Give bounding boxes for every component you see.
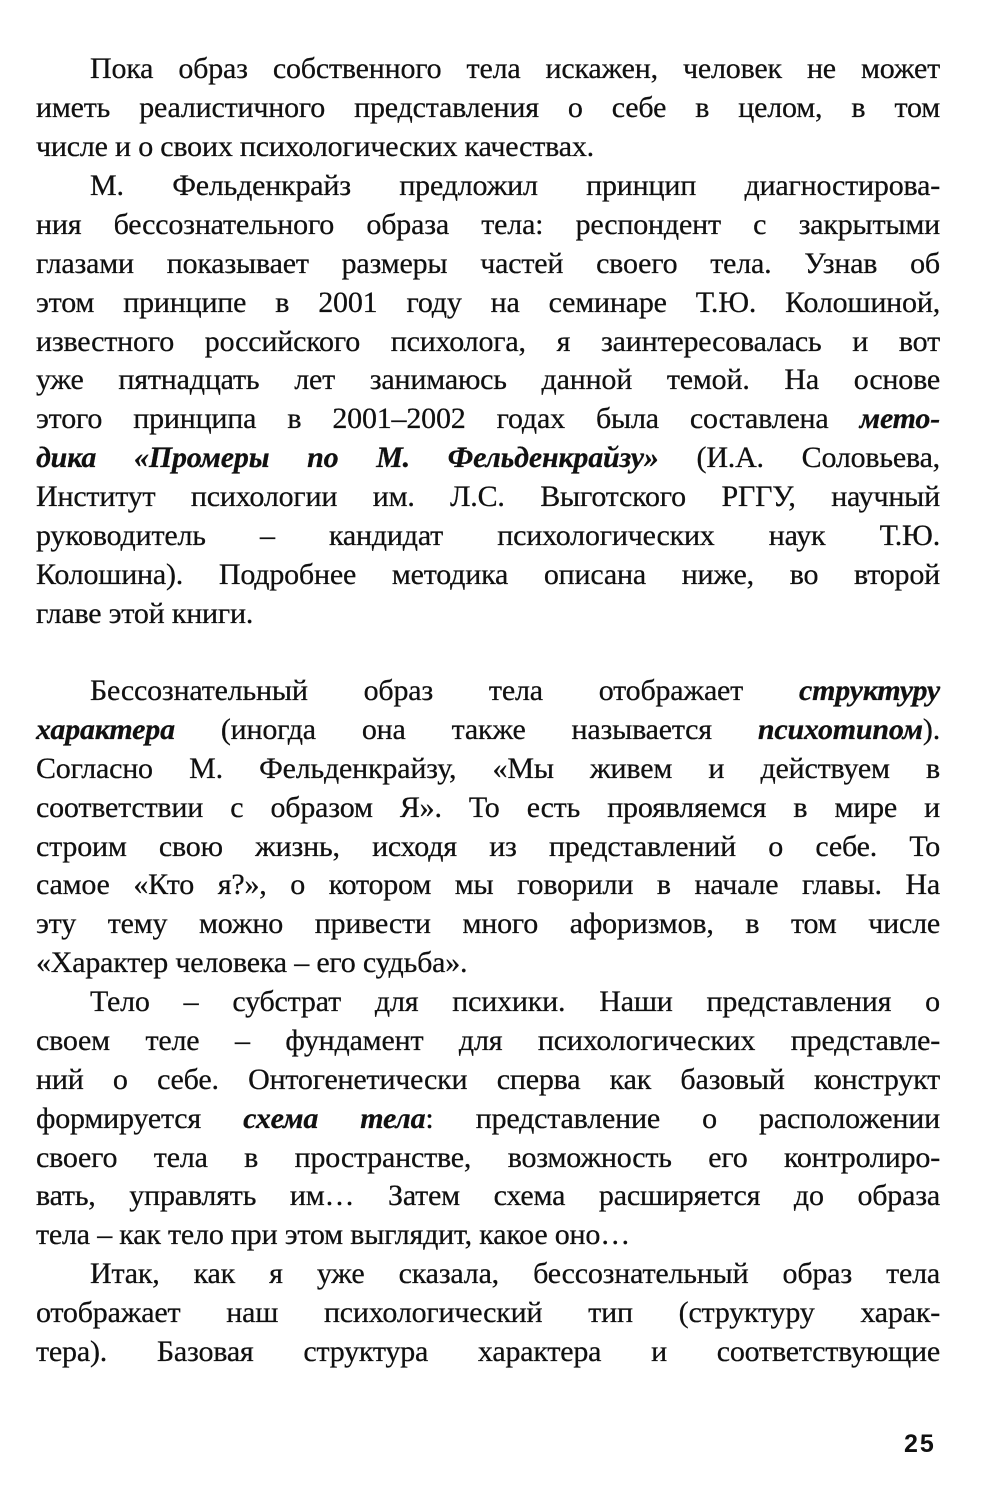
text-line: Институт психологии им. Л.С. Выготского РГГУ, научный bbox=[36, 480, 940, 514]
text-line bbox=[36, 400, 940, 439]
text-line: тела – как тело при этом выглядит, какое оно… bbox=[36, 1218, 631, 1252]
text-line: М. Фельденкрайз предложил принцип диагностирова- bbox=[90, 169, 940, 202]
text-line: глазами показывает размеры частей своего тела. Узнав об bbox=[36, 246, 940, 280]
text-line: известного российского психолога, я заинтересовалась и вот bbox=[36, 324, 940, 358]
emphasis-term: характера bbox=[36, 712, 175, 746]
text-run: (И.А. Соловьева, bbox=[658, 441, 940, 475]
text-line: «Характер человека – его судьба». bbox=[36, 946, 468, 980]
text-line bbox=[36, 439, 940, 478]
paragraph-4 bbox=[36, 983, 940, 1255]
text-line: главе этой книги. bbox=[36, 596, 254, 630]
text-line: ния бессознательного образа тела: респондент с закрытыми bbox=[36, 207, 940, 241]
emphasis-term: дика «Промеры по М. Фельденкрайзу» bbox=[36, 441, 659, 475]
text-run: этого принципа в 2001–2002 годах была составлена bbox=[36, 402, 860, 436]
text-line: своего тела в пространстве, возможность его контролиро- bbox=[36, 1140, 940, 1174]
text-line bbox=[36, 672, 940, 711]
text-line: отображает наш психологический тип (структуру харак- bbox=[36, 1295, 940, 1329]
text-line: иметь реалистичного представления о себе в целом, в том bbox=[36, 90, 940, 124]
text-run: (иногда она также называется bbox=[174, 712, 758, 746]
text-line: числе и о своих психологических качествах. bbox=[36, 129, 594, 163]
text-line bbox=[36, 1100, 940, 1139]
emphasis-term: структуру bbox=[798, 674, 940, 707]
text-line: уже пятнадцать лет занимаюсь данной темой. На основе bbox=[36, 363, 940, 397]
text-run: Бессознательный образ тела отображает bbox=[90, 674, 799, 707]
text-line: Колошина). Подробнее методика описана ниже, во второй bbox=[36, 557, 940, 591]
paragraph-2 bbox=[36, 167, 940, 634]
text-line: Согласно М. Фельденкрайзу, «Мы живем и действуем в bbox=[36, 751, 940, 785]
emphasis-term: психотипом bbox=[757, 712, 923, 746]
paragraph-3 bbox=[36, 672, 940, 983]
text-line: руководитель – кандидат психологических наук Т.Ю. bbox=[36, 519, 940, 553]
text-line: Тело – субстрат для психики. Наши представления о bbox=[90, 985, 940, 1018]
text-line: Итак, как я уже сказала, бессознательный образ тела bbox=[90, 1257, 940, 1290]
text-line: строим свою жизнь, исходя из представлений о себе. То bbox=[36, 829, 940, 863]
paragraph-5 bbox=[36, 1255, 940, 1372]
text-line: этом принципе в 2001 году на семинаре Т.Ю. Колошиной, bbox=[36, 285, 940, 319]
text-line bbox=[36, 711, 940, 750]
text-line: тера). Базовая структура характера и соответствующие bbox=[36, 1334, 940, 1368]
page-number: 25 bbox=[904, 1430, 936, 1458]
text-line: Пока образ собственного тела искажен, человек не может bbox=[90, 52, 940, 85]
text-run: : представление о расположении bbox=[425, 1101, 940, 1135]
text-run: ). bbox=[922, 712, 940, 746]
text-line: своем теле – фундамент для психологических представле- bbox=[36, 1023, 940, 1057]
text-run: формируется bbox=[36, 1101, 244, 1135]
text-line: самое «Кто я?», о котором мы говорили в начале главы. На bbox=[36, 868, 940, 902]
text-line: вать, управлять им… Затем схема расширяется до образа bbox=[36, 1179, 940, 1213]
text-line: соответствии с образом Я». То есть проявляемся в мире и bbox=[36, 790, 940, 824]
text-line: эту тему можно привести много афоризмов, в том числе bbox=[36, 907, 940, 941]
paragraph-1 bbox=[36, 50, 940, 167]
emphasis-term: схема тела bbox=[243, 1101, 426, 1135]
emphasis-term: мето- bbox=[859, 402, 940, 436]
text-line: ний о себе. Онтогенетически сперва как базовый конструкт bbox=[36, 1062, 940, 1096]
